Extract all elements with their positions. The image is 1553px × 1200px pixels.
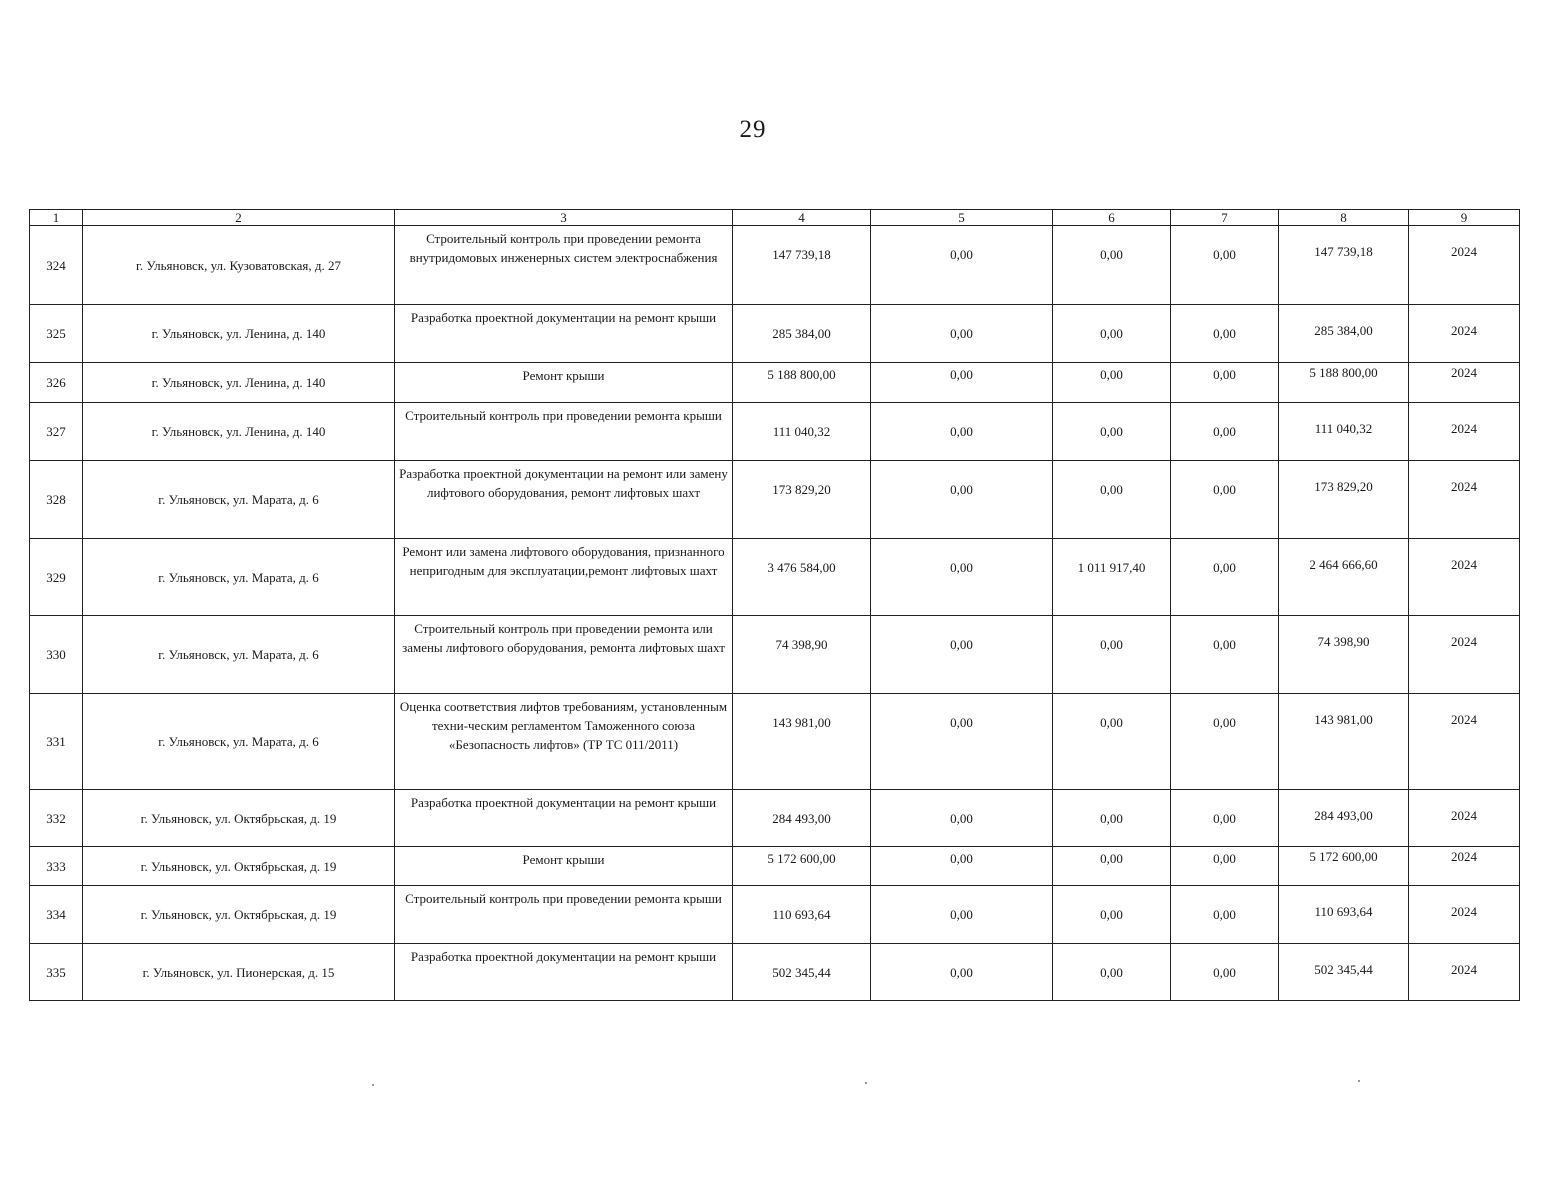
address-cell: г. Ульяновск, ул. Пионерская, д. 15 — [83, 944, 395, 1001]
row-number: 334 — [30, 886, 83, 944]
address-cell: г. Ульяновск, ул. Ленина, д. 140 — [83, 363, 395, 403]
amount-cell: 285 384,00 — [1279, 305, 1409, 363]
amount-cell: 0,00 — [1171, 226, 1279, 305]
column-number: 6 — [1053, 210, 1171, 226]
row-number: 324 — [30, 226, 83, 305]
amount-cell: 0,00 — [871, 694, 1053, 790]
work-type-cell: Строительный контроль при проведении ремонта крыши — [395, 403, 733, 461]
work-type-cell: Разработка проектной документации на ремонт крыши — [395, 790, 733, 847]
amount-cell: 0,00 — [1171, 790, 1279, 847]
address-cell: г. Ульяновск, ул. Ленина, д. 140 — [83, 403, 395, 461]
amount-cell: 502 345,44 — [1279, 944, 1409, 1001]
address-cell: г. Ульяновск, ул. Марата, д. 6 — [83, 539, 395, 616]
work-type-cell: Оценка соответствия лифтов требованиям, установленным техни-ческим регламентом Таможенного союза «Безопасность лифтов» (ТР ТС 011/2011) — [395, 694, 733, 790]
amount-total-cell: 143 981,00 — [733, 694, 871, 790]
amount-cell: 2 464 666,60 — [1279, 539, 1409, 616]
amount-cell: 0,00 — [1171, 403, 1279, 461]
row-number: 327 — [30, 403, 83, 461]
amount-cell: 0,00 — [1053, 226, 1171, 305]
amount-cell: 284 493,00 — [1279, 790, 1409, 847]
row-number: 330 — [30, 616, 83, 694]
year-cell: 2024 — [1409, 790, 1520, 847]
year-cell: 2024 — [1409, 616, 1520, 694]
column-number: 5 — [871, 210, 1053, 226]
work-type-cell: Ремонт крыши — [395, 363, 733, 403]
year-cell: 2024 — [1409, 403, 1520, 461]
amount-total-cell: 5 172 600,00 — [733, 847, 871, 886]
amount-cell: 5 188 800,00 — [1279, 363, 1409, 403]
row-number: 333 — [30, 847, 83, 886]
table-row — [30, 790, 1520, 847]
amount-cell: 147 739,18 — [1279, 226, 1409, 305]
scan-speck — [1358, 1080, 1360, 1082]
amount-cell: 0,00 — [871, 616, 1053, 694]
repair-register-table — [29, 209, 1520, 1001]
column-number: 4 — [733, 210, 871, 226]
amount-cell: 0,00 — [1171, 363, 1279, 403]
scan-speck — [372, 1084, 374, 1086]
amount-cell: 0,00 — [1171, 694, 1279, 790]
amount-cell: 110 693,64 — [1279, 886, 1409, 944]
table-row — [30, 539, 1520, 616]
work-type-cell: Строительный контроль при проведении ремонта крыши — [395, 886, 733, 944]
year-cell: 2024 — [1409, 539, 1520, 616]
row-number: 332 — [30, 790, 83, 847]
amount-total-cell: 5 188 800,00 — [733, 363, 871, 403]
year-cell: 2024 — [1409, 363, 1520, 403]
row-number: 326 — [30, 363, 83, 403]
row-number: 329 — [30, 539, 83, 616]
work-type-cell: Строительный контроль при проведении ремонта внутридомовых инженерных систем электроснабжения — [395, 226, 733, 305]
column-number: 3 — [395, 210, 733, 226]
amount-cell: 0,00 — [1171, 461, 1279, 539]
address-cell: г. Ульяновск, ул. Марата, д. 6 — [83, 616, 395, 694]
work-type-cell: Строительный контроль при проведении ремонта или замены лифтового оборудования, ремонта лифтовых шахт — [395, 616, 733, 694]
amount-cell: 74 398,90 — [1279, 616, 1409, 694]
amount-cell: 0,00 — [1171, 305, 1279, 363]
table-row — [30, 363, 1520, 403]
amount-cell: 0,00 — [1171, 539, 1279, 616]
amount-cell: 0,00 — [871, 847, 1053, 886]
amount-cell: 143 981,00 — [1279, 694, 1409, 790]
amount-total-cell: 110 693,64 — [733, 886, 871, 944]
address-cell: г. Ульяновск, ул. Октябрьская, д. 19 — [83, 886, 395, 944]
year-cell: 2024 — [1409, 944, 1520, 1001]
amount-cell: 0,00 — [871, 790, 1053, 847]
amount-cell: 0,00 — [1053, 790, 1171, 847]
amount-cell: 0,00 — [1053, 616, 1171, 694]
amount-total-cell: 502 345,44 — [733, 944, 871, 1001]
table-row — [30, 461, 1520, 539]
amount-total-cell: 285 384,00 — [733, 305, 871, 363]
year-cell: 2024 — [1409, 461, 1520, 539]
address-cell: г. Ульяновск, ул. Октябрьская, д. 19 — [83, 847, 395, 886]
year-cell: 2024 — [1409, 694, 1520, 790]
amount-total-cell: 147 739,18 — [733, 226, 871, 305]
amount-total-cell: 74 398,90 — [733, 616, 871, 694]
table-row — [30, 694, 1520, 790]
column-number: 9 — [1409, 210, 1520, 226]
column-number-row — [30, 210, 1520, 226]
address-cell: г. Ульяновск, ул. Октябрьская, д. 19 — [83, 790, 395, 847]
amount-cell: 0,00 — [871, 886, 1053, 944]
row-number: 328 — [30, 461, 83, 539]
amount-cell: 0,00 — [1053, 403, 1171, 461]
amount-cell: 0,00 — [1171, 944, 1279, 1001]
amount-cell: 0,00 — [1171, 847, 1279, 886]
amount-cell: 0,00 — [1171, 616, 1279, 694]
address-cell: г. Ульяновск, ул. Ленина, д. 140 — [83, 305, 395, 363]
amount-cell: 0,00 — [871, 305, 1053, 363]
amount-cell: 173 829,20 — [1279, 461, 1409, 539]
table-row — [30, 847, 1520, 886]
address-cell: г. Ульяновск, ул. Марата, д. 6 — [83, 694, 395, 790]
amount-total-cell: 111 040,32 — [733, 403, 871, 461]
amount-cell: 0,00 — [1053, 363, 1171, 403]
row-number: 331 — [30, 694, 83, 790]
work-type-cell: Разработка проектной документации на ремонт крыши — [395, 305, 733, 363]
amount-total-cell: 3 476 584,00 — [733, 539, 871, 616]
amount-cell: 0,00 — [1053, 305, 1171, 363]
amount-cell: 5 172 600,00 — [1279, 847, 1409, 886]
amount-total-cell: 284 493,00 — [733, 790, 871, 847]
amount-cell: 0,00 — [1053, 944, 1171, 1001]
work-type-cell: Разработка проектной документации на ремонт или замену лифтового оборудования, ремонт лифтовых шахт — [395, 461, 733, 539]
table-row — [30, 403, 1520, 461]
column-number: 1 — [30, 210, 83, 226]
amount-cell: 0,00 — [1053, 886, 1171, 944]
year-cell: 2024 — [1409, 847, 1520, 886]
year-cell: 2024 — [1409, 226, 1520, 305]
scan-speck — [865, 1082, 867, 1084]
amount-cell: 0,00 — [871, 226, 1053, 305]
table-row — [30, 616, 1520, 694]
column-number: 7 — [1171, 210, 1279, 226]
amount-cell: 0,00 — [871, 403, 1053, 461]
amount-cell: 0,00 — [1053, 694, 1171, 790]
column-number: 8 — [1279, 210, 1409, 226]
amount-cell: 0,00 — [1053, 461, 1171, 539]
work-type-cell: Разработка проектной документации на ремонт крыши — [395, 944, 733, 1001]
year-cell: 2024 — [1409, 305, 1520, 363]
amount-cell: 0,00 — [871, 461, 1053, 539]
table-row — [30, 305, 1520, 363]
year-cell: 2024 — [1409, 886, 1520, 944]
amount-cell: 1 011 917,40 — [1053, 539, 1171, 616]
amount-cell: 0,00 — [871, 363, 1053, 403]
amount-cell: 0,00 — [1171, 886, 1279, 944]
address-cell: г. Ульяновск, ул. Кузоватовская, д. 27 — [83, 226, 395, 305]
amount-cell: 0,00 — [1053, 847, 1171, 886]
address-cell: г. Ульяновск, ул. Марата, д. 6 — [83, 461, 395, 539]
row-number: 325 — [30, 305, 83, 363]
page-number: 29 — [739, 116, 767, 143]
row-number: 335 — [30, 944, 83, 1001]
work-type-cell: Ремонт крыши — [395, 847, 733, 886]
table-row — [30, 886, 1520, 944]
table-row — [30, 944, 1520, 1001]
amount-cell: 0,00 — [871, 944, 1053, 1001]
column-number: 2 — [83, 210, 395, 226]
amount-cell: 0,00 — [871, 539, 1053, 616]
amount-cell: 111 040,32 — [1279, 403, 1409, 461]
amount-total-cell: 173 829,20 — [733, 461, 871, 539]
work-type-cell: Ремонт или замена лифтового оборудования, признанного непригодным для эксплуатации,ремонт лифтовых шахт — [395, 539, 733, 616]
table-row — [30, 226, 1520, 305]
